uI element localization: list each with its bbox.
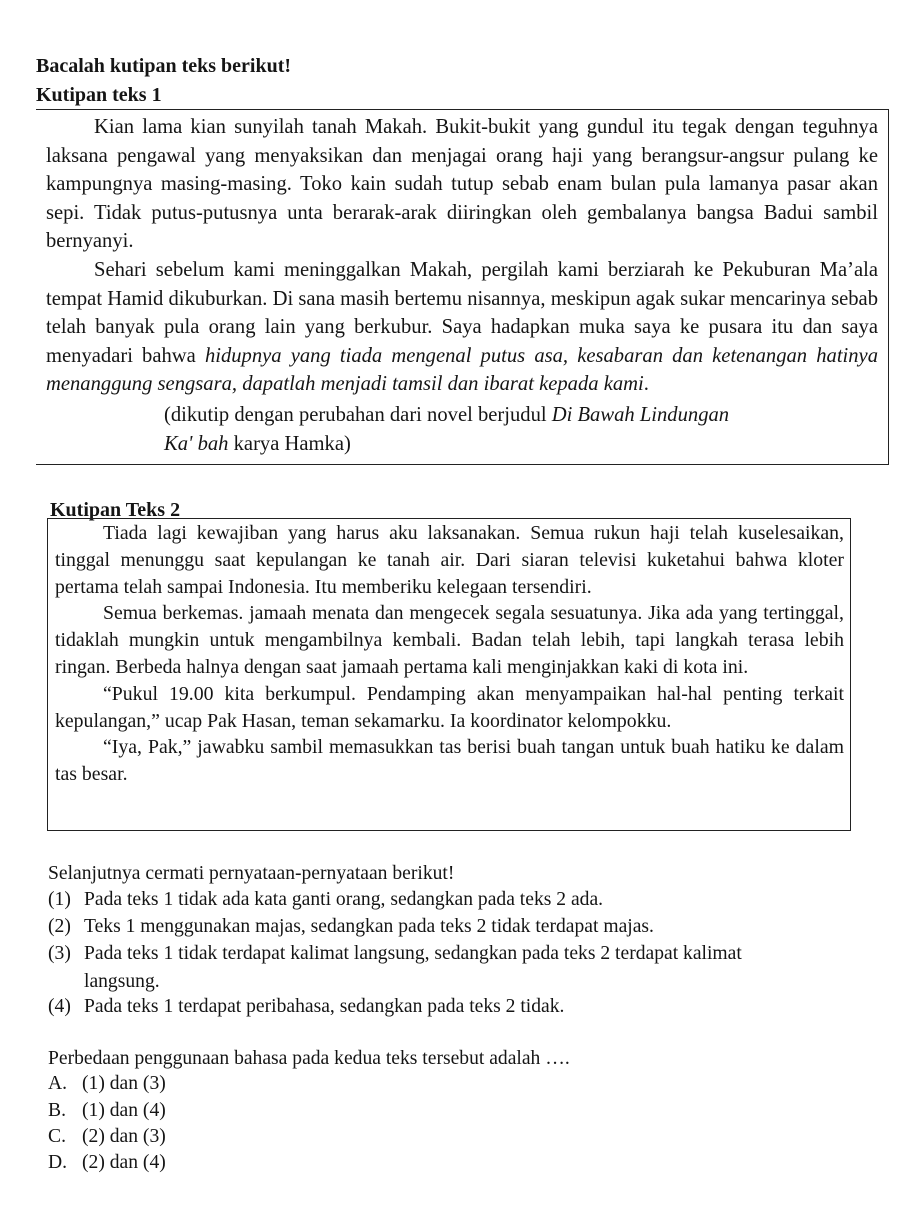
excerpt1-paragraph-1: Kian lama kian sunyilah tanah Makah. Bukit-bukit yang gundul itu tegak dengan teguhnya laksana pengawal yang menyaksikan dan menjagai orang haji yang berangsur-angsur pulang ke kampungnya masing-masing. Toko kain sudah tutup sebab enam bulan pula lamanya pasar akan sepi. Tidak putus-putusnya unta berarak-arak diiringkan oleh gembalanya bangsa Badui sambil bernyanyi.: [46, 116, 878, 253]
instruction-heading: Bacalah kutipan teks berikut!: [36, 55, 292, 77]
excerpt2-box: [47, 518, 851, 831]
option-b-letter: B.: [48, 1100, 66, 1121]
excerpt2-title: Kutipan Teks 2: [50, 499, 181, 521]
option-c[interactable]: [48, 1123, 166, 1151]
source-title-b: Ka' bah: [164, 432, 229, 455]
option-d-letter: D.: [48, 1152, 68, 1173]
excerpt1-italic-quote: hidupnya yang tiada mengenal putus asa, kesabaran dan ketenangan hatinya menanggung sengsara, dapatlah menjadi tamsil dan ibarat kepada kami: [46, 344, 878, 396]
option-a-text: (1) dan (3): [82, 1073, 166, 1094]
option-d[interactable]: [48, 1149, 166, 1177]
statement-1-text: Pada teks 1 tidak ada kata ganti orang, sedangkan pada teks 2 ada.: [84, 889, 604, 910]
statement-4-text: Pada teks 1 terdapat peribahasa, sedangkan pada teks 2 tidak.: [84, 996, 565, 1017]
excerpt2-paragraph-3: “Pukul 19.00 kita berkumpul. Pendamping akan menyampaikan hal-hal penting terkait kepulangan,” ucap Pak Hasan, teman sekamarku. Ia koordinator kelompokku.: [55, 682, 844, 732]
option-d-text: (2) dan (4): [82, 1152, 166, 1173]
excerpt1-title: Kutipan teks 1: [36, 84, 162, 106]
excerpt1-paragraph-2: [46, 256, 878, 399]
option-c-text: (2) dan (3): [82, 1126, 166, 1147]
option-b[interactable]: [48, 1097, 166, 1125]
excerpt2-paragraph-2: Semua berkemas. jamaah menata dan mengecek segala sesuatunya. Jika ada yang tertinggal, tidaklah mungkin untuk mengambilnya kembali. Badan telah lebih, tapi langkah terasa lebih ringan. Berbeda halnya dengan saat jamaah pertama kali menginjakkan kaki di kota ini.: [55, 602, 844, 678]
statement-3-continuation: langsung.: [84, 970, 160, 992]
source-prefix: (dikutip dengan perubahan dari novel berjudul: [164, 403, 552, 426]
statement-3: [48, 940, 848, 995]
statement-2-number: (2): [48, 916, 71, 937]
option-a[interactable]: [48, 1070, 166, 1098]
option-c-letter: C.: [48, 1126, 66, 1147]
statement-3-number: (3): [48, 943, 71, 964]
excerpt2-paragraph-4: “Iya, Pak,” jawabku sambil memasukkan tas berisi buah tangan untuk buah hatiku ke dalam tas besar.: [55, 736, 844, 786]
option-a-letter: A.: [48, 1073, 68, 1094]
excerpt1-source: [46, 401, 878, 458]
statement-1-number: (1): [48, 889, 71, 910]
statement-4-number: (4): [48, 996, 71, 1017]
statement-3-text: Pada teks 1 tidak terdapat kalimat langsung, sedangkan pada teks 2 terdapat kalimat: [84, 943, 742, 964]
excerpt2-paragraph-1: Tiada lagi kewajiban yang harus aku laksanakan. Semua rukun haji telah kuselesaikan, tinggal menunggu saat kepulangan ke tanah air. Dari siaran televisi kuketahui bahwa kloter pertama telah sampai Indonesia. Itu memberiku kelegaan tersendiri.: [55, 522, 844, 598]
statements-intro: Selanjutnya cermati pernyataan-pernyataan berikut!: [48, 863, 455, 884]
option-b-text: (1) dan (4): [82, 1100, 166, 1121]
statement-1: [48, 886, 848, 914]
statement-2-text: Teks 1 menggunakan majas, sedangkan pada teks 2 tidak terdapat majas.: [84, 916, 654, 937]
question-text: Perbedaan penggunaan bahasa pada kedua teks tersebut adalah ….: [48, 1048, 570, 1069]
excerpt1-paragraph-2-end: .: [643, 373, 649, 396]
excerpt1-box: [36, 109, 889, 465]
excerpt1-paragraph-2-text: Sehari sebelum kami meninggalkan Makah, pergilah kami berziarah ke Pekuburan Ma’ala tempat Hamid dikuburkan. Di sana masih bertemu nisannya, meskipun agak sukar mencarinya sebab telah banyak pula orang lain yang berkubur. Saya hadapkan muka saya ke pusara itu dan saya menyadari bahwa: [46, 258, 878, 367]
statement-4: [48, 993, 848, 1021]
source-suffix: karya Hamka): [228, 432, 351, 455]
source-title-a: Di Bawah Lindungan: [551, 403, 730, 426]
statement-2: [48, 913, 848, 941]
